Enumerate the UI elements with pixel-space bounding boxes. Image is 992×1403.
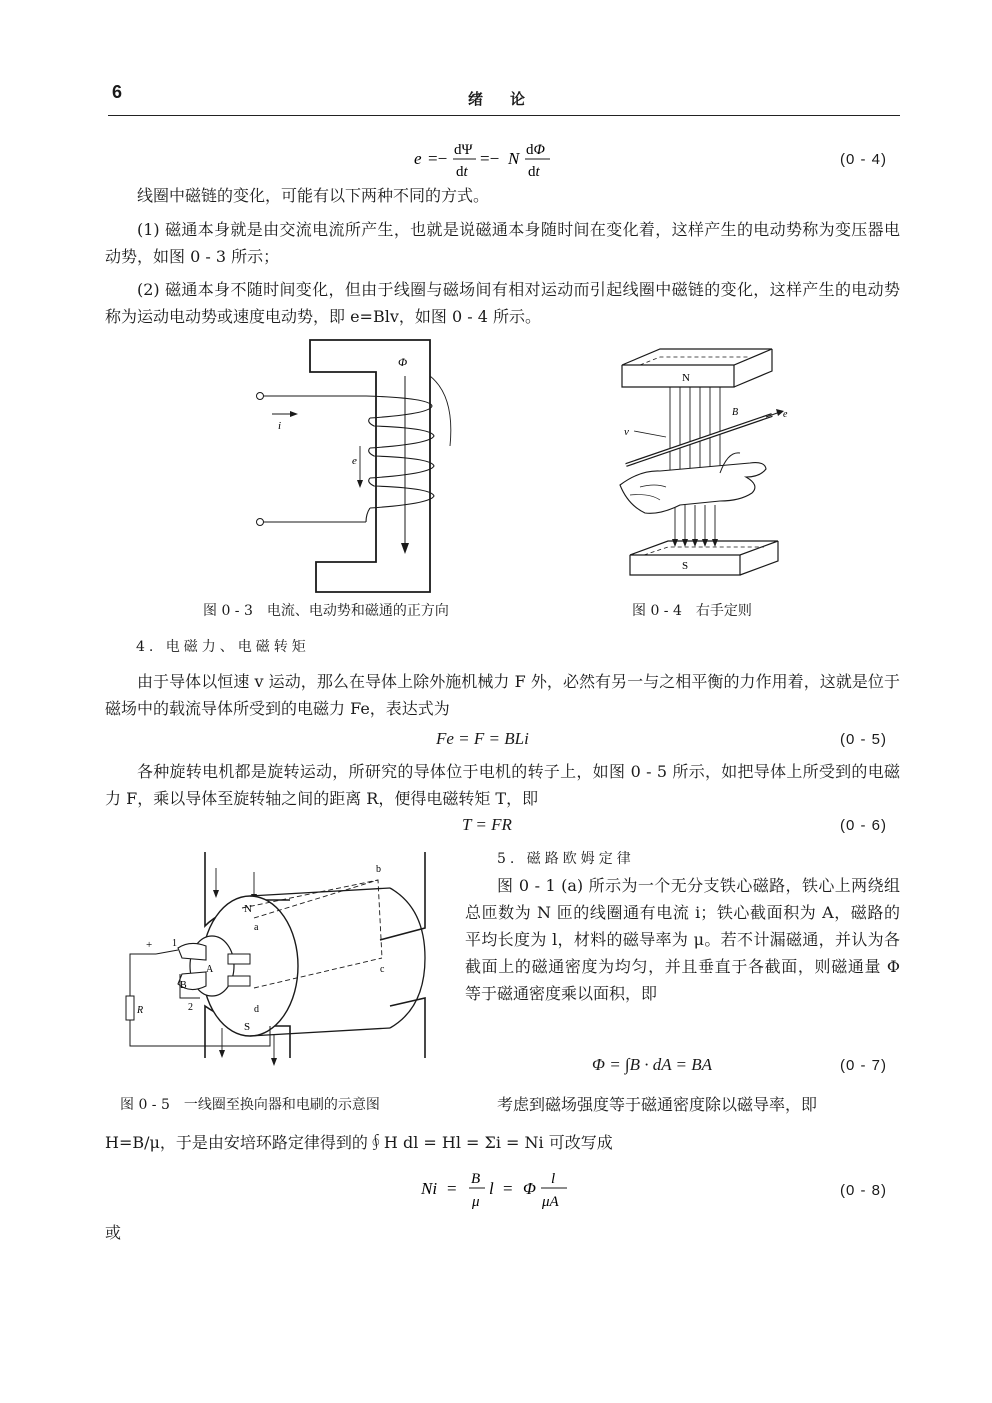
paragraph-ampere-law: H=B/μ，于是由安培环路定律得到的∮H dl = Hl = Σi = Ni 可改写成: [105, 1133, 613, 1152]
svg-text:dt: dt: [456, 164, 468, 180]
svg-text:N: N: [508, 149, 520, 168]
svg-text:l: l: [551, 1171, 556, 1187]
north-label: N: [244, 903, 252, 915]
resistor-label: R: [137, 1005, 144, 1016]
svg-text:dΨ: dΨ: [454, 142, 473, 158]
svg-text:=: =: [503, 1179, 513, 1198]
svg-text:μ: μ: [472, 1194, 480, 1210]
velocity-label: v: [624, 426, 629, 438]
svg-text:B: B: [471, 1171, 481, 1187]
emf-direction-label: e: [783, 409, 788, 420]
svg-text:e: e: [414, 149, 422, 168]
caption-fig-0-4: 图 0 - 4 右手定则: [632, 603, 752, 619]
equation-number-0-4: (0 - 4): [840, 151, 888, 168]
polarity-plus-label: +: [146, 939, 153, 951]
segment-label-1: 1: [172, 938, 177, 949]
equation-0-8: [415, 1164, 615, 1212]
coil-label-d: d: [254, 1004, 259, 1015]
figure-0-5: [120, 848, 440, 1073]
phi-label: Φ: [398, 355, 408, 369]
paragraph-flux-linkage: 线圈中磁链的变化，可能有以下两种不同的方式。: [137, 186, 490, 205]
section-heading-4: 4. 电磁力、电磁转矩: [136, 639, 310, 655]
page-number: 6: [112, 82, 123, 102]
field-label: B: [732, 407, 739, 418]
svg-text:Φ: Φ: [523, 1179, 536, 1198]
svg-text:=−: =−: [480, 149, 500, 168]
coil-label-b: b: [376, 864, 381, 875]
coil-label-c: c: [380, 964, 385, 975]
current-label: i: [278, 420, 282, 432]
caption-fig-0-3: 图 0 - 3 电流、电动势和磁通的正方向: [203, 603, 449, 619]
caption-fig-0-5: 图 0 - 5 一线圈至换向器和电刷的示意图: [120, 1097, 380, 1113]
figure-0-3: [250, 336, 470, 596]
paragraph-transformer-emf: (1) 磁通本身就是由交流电流所产生，也就是说磁通本身随时间在变化着，这样产生的电动势称为变压器电动势，如图 0 - 3 所示；: [105, 220, 900, 266]
equation-0-5: Fe = F = BLi: [436, 729, 529, 748]
header-rule: [108, 115, 900, 116]
equation-0-4: [410, 136, 610, 180]
closing-word: 或: [105, 1223, 122, 1242]
svg-text:l: l: [489, 1179, 494, 1198]
paragraph-electromagnetic-force: 由于导体以恒速 v 运动，那么在导体上除外施机械力 F 外，必然有另一与之相平衡的力作用着，这就是位于磁场中的载流导体所受到的电磁力 Fe，表达式为: [105, 672, 900, 718]
brush-label-b: B: [180, 980, 187, 991]
equation-0-7: Φ = ∫B · dA = BA: [592, 1055, 713, 1074]
paragraph-motional-emf: (2) 磁通本身不随时间变化，但由于线圈与磁场间有相对运动而引起线圈中磁链的变化，这样产生的电动势称为运动电动势或速度电动势，即 e=Blv，如图 0 - 4 所示。: [105, 280, 900, 326]
section-heading-5: 5. 磁路欧姆定律: [497, 851, 635, 867]
running-title: 绪 论: [468, 90, 532, 108]
emf-label: e: [352, 455, 357, 467]
svg-text:=: =: [447, 1179, 457, 1198]
paragraph-torque: 各种旋转电机都是旋转运动，所研究的导体位于电机的转子上，如图 0 - 5 所示，如把导体上所受到的电磁力 F，乘以导体至旋转轴之间的距离 R，便得电磁转矩 T，即: [105, 762, 900, 808]
paragraph-magnetic-circuit: 图 0 - 1 (a) 所示为一个无分支铁心磁路，铁心上两绕组总匝数为 N 匝的线圈通有电流 i；铁心截面积为 A，磁路的平均长度为 l，材料的磁导率为 μ。若不计漏磁通，并认为各截面上的磁通密度为均匀，并且垂直于各截面，则磁通量 Φ 等于磁通密度乘以面积，即: [465, 876, 900, 1003]
brush-label-a: A: [206, 964, 214, 975]
equation-number-0-5: (0 - 5): [840, 731, 888, 748]
segment-label-2: 2: [188, 1002, 193, 1013]
equation-number-0-8: (0 - 8): [840, 1182, 888, 1199]
equation-0-6: T = FR: [462, 815, 512, 834]
north-pole-label: N: [682, 372, 690, 384]
coil-label-a: a: [254, 922, 259, 933]
svg-text:dΦ: dΦ: [526, 142, 545, 158]
figure-0-4: [600, 345, 800, 595]
svg-text:dt: dt: [528, 164, 540, 180]
svg-text:μA: μA: [542, 1194, 559, 1210]
svg-text:Ni: Ni: [421, 1179, 438, 1198]
south-pole-label: S: [682, 560, 689, 572]
equation-number-0-7: (0 - 7): [840, 1057, 888, 1074]
equation-number-0-6: (0 - 6): [840, 817, 888, 834]
paragraph-ampere-intro: 考虑到磁场强度等于磁通密度除以磁导率，即: [497, 1095, 818, 1114]
south-label: S: [244, 1021, 251, 1033]
svg-text:=−: =−: [428, 149, 448, 168]
